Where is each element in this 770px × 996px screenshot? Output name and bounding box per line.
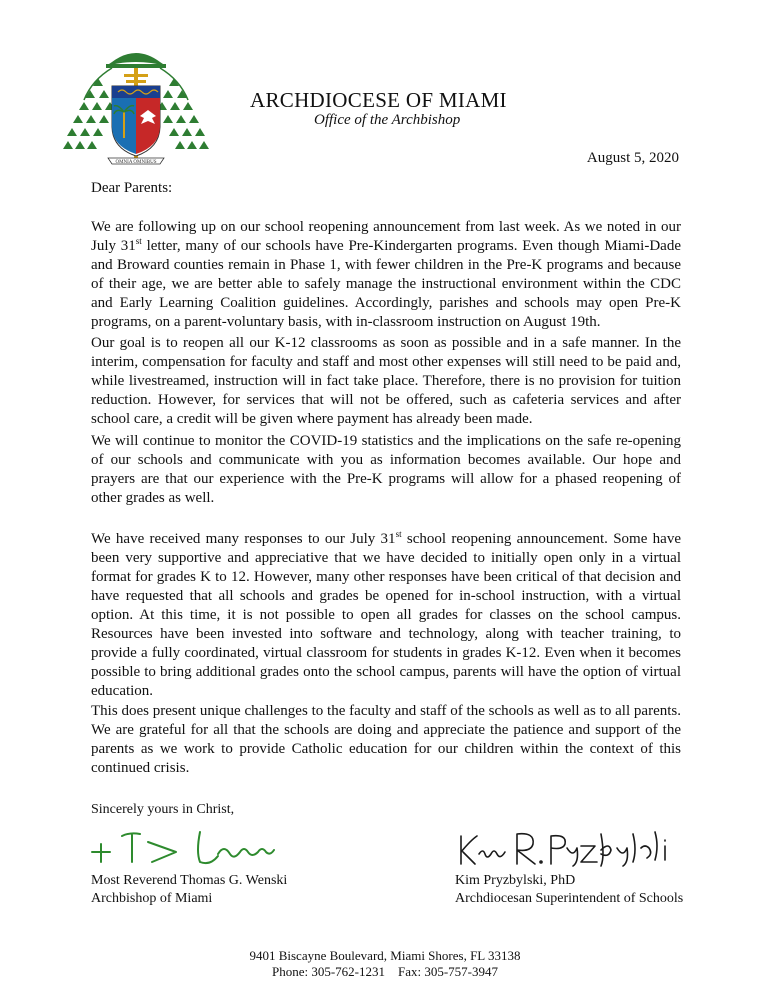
- paragraph-1: [91, 218, 681, 332]
- paragraph-1-part-a: We are following up on our school reopening announcement from last week. As we noted in our July 31: [91, 219, 681, 254]
- organization-name: ARCHDIOCESE OF MIAMI: [250, 88, 507, 112]
- salutation: Dear Parents:: [91, 180, 173, 196]
- archbishop-signature-block: [91, 872, 287, 908]
- archbishop-title: Archbishop of Miami: [91, 891, 213, 906]
- paragraph-1-part-b: letter, many of our schools have Pre-Kindergarten programs. Even though Miami-Dade and Broward counties remain in Phase 1, with fewer children in the Pre-K programs and because of their age, we are better able to safely manage the instructional environment within the CDC and Early Learning Coalition guidelines. Accordingly, parishes and schools may open Pre-K programs, on a parent-voluntary basis, with in-classroom instruction on August 19th.: [91, 238, 681, 330]
- superintendent-title: Archdiocesan Superintendent of Schools: [455, 891, 684, 906]
- paragraph-2: Our goal is to reopen all our K-12 classrooms as soon as possible and in a safe manner. In the interim, compensation for faculty and staff and most other expenses will still need to be paid and, while livestreamed, instruction will in fact take place. Therefore, there is no provision for tuition reduction. However, for services that will not be offered, such as cafeteria services and after school care, a credit will be given where payment has already been made.: [91, 335, 681, 427]
- paragraph-4-superscript: st: [395, 529, 402, 539]
- paragraph-3: We will continue to monitor the COVID-19 statistics and the implications on the safe re-opening of our schools and communicate with you as information becomes available. Our hope and prayers are that our experience with the Pre-K programs will allow for a phased reopening of other grades as well.: [91, 433, 681, 506]
- footer-phone: Phone: 305-762-1231 Fax: 305-757-3947: [271, 964, 499, 979]
- archbishop-name: Most Reverend Thomas G. Wenski: [91, 873, 288, 888]
- letter-date: August 5, 2020: [586, 150, 679, 166]
- paragraph-1-superscript: st: [135, 236, 142, 246]
- crest-motto: OMNIA OMNIBUS: [115, 160, 157, 165]
- paragraph-4-part-a: We have received many responses to our July 31: [91, 531, 396, 547]
- archdiocese-crest-icon: [62, 40, 210, 172]
- paragraph-4: [91, 530, 681, 701]
- office-name: Office of the Archbishop: [314, 112, 461, 128]
- paragraph-4-part-b: school reopening announcement. Some have been very supportive and appreciative that we have decided to initially open only in a virtual format for grades K to 12. However, many other responses have been critical of that decision and have requested that all schools and grades be opened for in-school instruction, with a virtual option. At this time, it is not possible to open all grades for classes on the school campus. Resources have been invested into software and technology, along with teacher training, to provide a fully coordinated, virtual classroom for students in grades K-12. Even when it becomes possible to bring additional grades onto the school campus, parents will have the option of virtual education.: [91, 531, 681, 699]
- paragraph-5: This does present unique challenges to the faculty and staff of the schools as well as to all parents. We are grateful for all that the schools are doing and appreciate the patience and support of the parents as we work to provide Catholic education for our children within the context of this continued crisis.: [91, 703, 681, 776]
- superintendent-name: Kim Pryzbylski, PhD: [455, 873, 576, 888]
- archbishop-signature-icon: [88, 822, 298, 872]
- closing: Sincerely yours in Christ,: [91, 802, 235, 817]
- superintendent-signature-block: [455, 872, 683, 908]
- superintendent-signature-icon: [455, 826, 690, 870]
- footer-address: 9401 Biscayne Boulevard, Miami Shores, FL 33138: [249, 948, 521, 963]
